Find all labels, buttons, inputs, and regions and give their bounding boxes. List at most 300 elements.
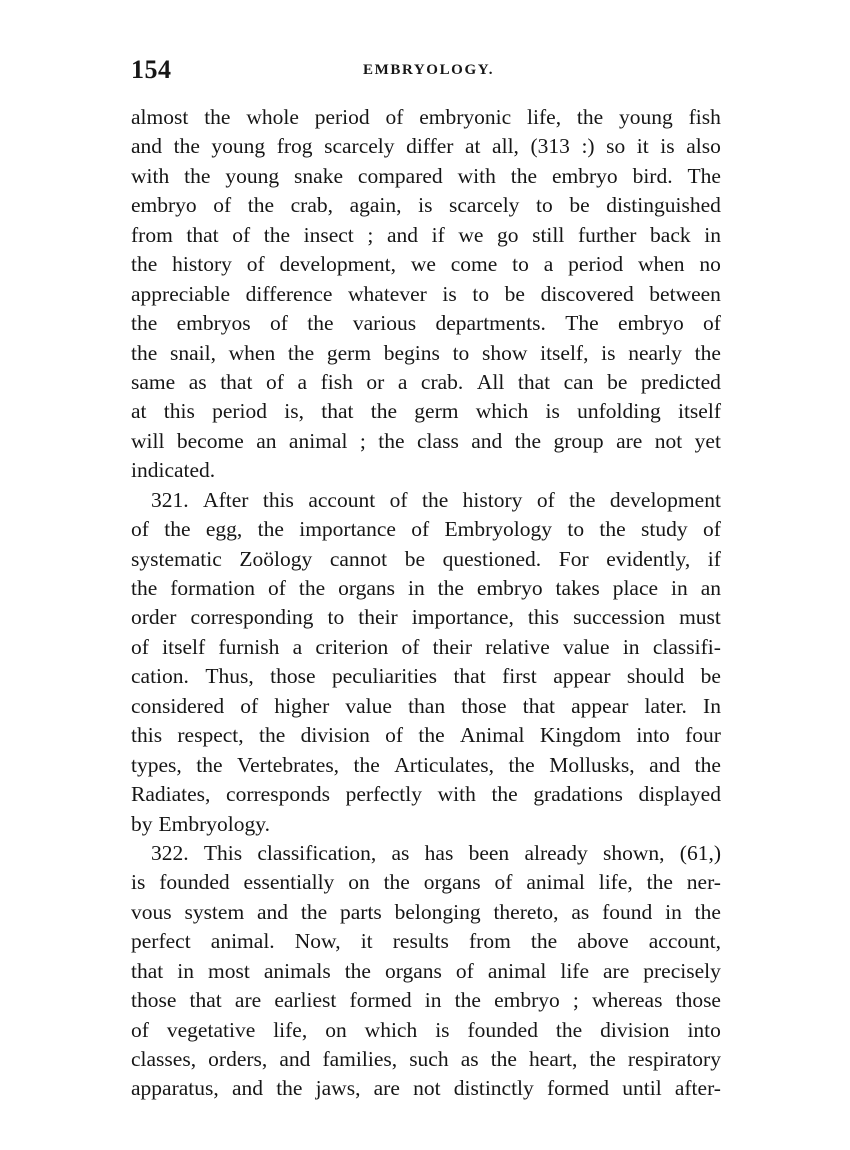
word: come xyxy=(450,252,498,277)
word: Radiates, xyxy=(131,782,211,807)
word: animals xyxy=(263,958,331,983)
text-line xyxy=(131,162,721,191)
word: egg, xyxy=(205,517,243,542)
word: bird. xyxy=(632,163,673,188)
word: perfectly xyxy=(345,782,422,807)
text-line xyxy=(131,751,721,780)
word: belonging xyxy=(394,899,481,924)
word: their xyxy=(432,634,473,659)
word: All xyxy=(476,369,505,394)
word: that xyxy=(189,988,222,1013)
word: those xyxy=(270,664,316,689)
word: vegetative xyxy=(166,1017,256,1042)
word: appreciable xyxy=(131,281,231,306)
word: compared xyxy=(357,163,443,188)
word: earliest xyxy=(274,988,337,1013)
word: ; xyxy=(359,428,366,453)
word: snake xyxy=(294,163,343,188)
word: that xyxy=(522,693,555,718)
word: germ xyxy=(326,340,372,365)
word: importance xyxy=(299,517,396,542)
word: the xyxy=(287,340,315,365)
word: of xyxy=(411,517,430,542)
word: cation. xyxy=(131,664,189,689)
word: place xyxy=(612,576,659,600)
word: of xyxy=(401,634,420,659)
word: Embryology. xyxy=(158,811,270,836)
word: this xyxy=(262,487,294,512)
word: 321. xyxy=(151,487,189,512)
word: higher xyxy=(274,693,330,718)
word: displayed xyxy=(638,782,721,807)
word: be xyxy=(504,281,525,306)
running-head xyxy=(131,55,721,87)
word: is xyxy=(418,193,433,218)
word: to xyxy=(472,281,490,306)
word: classes, xyxy=(131,1047,197,1071)
word: all, xyxy=(492,134,519,159)
word: the xyxy=(514,428,542,453)
word: in xyxy=(177,958,194,983)
word: at xyxy=(464,134,481,159)
text-line xyxy=(131,721,721,750)
word: it xyxy=(636,134,649,159)
word: classifi- xyxy=(652,634,721,659)
word: This xyxy=(203,840,243,865)
word: history xyxy=(172,252,232,277)
word: will xyxy=(131,428,165,453)
word: systematic xyxy=(131,546,222,571)
word: the xyxy=(131,252,158,277)
word: in xyxy=(665,899,682,924)
word: and xyxy=(386,222,418,247)
word: (313 xyxy=(530,134,570,159)
word: development xyxy=(609,487,721,512)
word: crab. xyxy=(420,369,464,394)
word: founded xyxy=(159,870,230,895)
word: and xyxy=(649,752,681,777)
word: snail, xyxy=(169,340,216,365)
word: difference xyxy=(245,281,333,306)
word: the xyxy=(694,899,721,924)
word: are xyxy=(373,1076,400,1101)
word: first xyxy=(502,664,537,689)
word: as xyxy=(571,899,590,924)
word: ; xyxy=(572,988,579,1013)
word: in xyxy=(671,576,688,600)
word: the xyxy=(307,311,334,336)
word: the xyxy=(383,870,410,895)
word: departments. xyxy=(435,311,546,336)
text-line xyxy=(131,898,721,927)
word: of xyxy=(703,311,721,336)
word: the xyxy=(454,988,481,1013)
text-line xyxy=(131,780,721,809)
word: organs xyxy=(338,576,396,600)
word: in xyxy=(704,222,721,247)
word: the xyxy=(131,340,158,365)
word: ; xyxy=(367,222,374,247)
word: when xyxy=(228,340,276,365)
word: respect, xyxy=(177,723,244,748)
word: in xyxy=(424,988,442,1013)
word: Mollusks, xyxy=(549,752,635,777)
word: evidently, xyxy=(606,546,691,571)
word: importance, xyxy=(411,605,514,630)
word: unfolding xyxy=(577,399,661,424)
word: most xyxy=(207,958,250,983)
word: the xyxy=(298,576,326,600)
text-line xyxy=(131,1074,721,1103)
word: can xyxy=(563,369,594,394)
word: already xyxy=(524,840,588,865)
word: no xyxy=(699,252,721,277)
word: of xyxy=(385,105,404,129)
word: the xyxy=(131,576,158,600)
word: be xyxy=(607,369,628,394)
word: Vertebrates, xyxy=(236,752,340,777)
word: Zoölogy xyxy=(239,546,313,571)
text-line xyxy=(131,662,721,691)
word: a xyxy=(397,369,408,394)
word: corresponds xyxy=(226,782,330,807)
word: the xyxy=(258,723,286,748)
text-line xyxy=(131,574,721,603)
word: yet xyxy=(694,428,721,453)
word: the xyxy=(300,899,328,924)
word: classification, xyxy=(257,840,377,865)
word: the xyxy=(196,752,223,777)
word: is xyxy=(131,870,146,895)
word: from xyxy=(469,929,511,954)
word: to xyxy=(536,193,553,218)
word: of xyxy=(131,517,149,542)
word: be xyxy=(700,664,721,689)
word: are xyxy=(603,958,630,983)
word: The xyxy=(565,311,599,336)
word: a xyxy=(543,252,554,277)
word: still xyxy=(532,222,565,247)
text-line xyxy=(131,515,721,544)
word: the xyxy=(418,723,445,748)
word: from xyxy=(131,222,173,247)
word: are xyxy=(616,428,643,453)
word: that xyxy=(517,369,551,394)
word: not xyxy=(413,1076,441,1101)
word: embryo xyxy=(476,576,543,600)
word: organs xyxy=(423,870,481,895)
word: is xyxy=(545,399,560,424)
word: is xyxy=(442,281,457,306)
text-line xyxy=(131,633,721,662)
word: back xyxy=(650,222,691,247)
text-line xyxy=(131,191,721,220)
word: is xyxy=(435,1017,450,1042)
text-line xyxy=(131,250,721,279)
word: class xyxy=(417,428,459,453)
word: not xyxy=(654,428,683,453)
text-line xyxy=(131,339,721,368)
word: of xyxy=(213,193,232,218)
word: value xyxy=(563,634,610,659)
word: a xyxy=(297,369,308,394)
word: embryonic xyxy=(419,105,512,129)
word: with xyxy=(131,163,170,188)
word: as xyxy=(188,369,207,394)
word: of xyxy=(385,723,404,748)
word: after- xyxy=(674,1076,721,1101)
word: of xyxy=(232,222,251,247)
word: has xyxy=(424,840,454,865)
word: discovered xyxy=(540,281,634,306)
word: the xyxy=(263,222,291,247)
word: peculiarities xyxy=(331,664,438,689)
word: into xyxy=(636,723,670,748)
word: corresponding xyxy=(190,605,314,630)
word: crab, xyxy=(290,193,333,218)
word: the xyxy=(569,487,596,512)
word: the xyxy=(576,105,604,129)
word: distinguished xyxy=(606,193,721,218)
word: formed xyxy=(546,1076,610,1101)
word: in xyxy=(407,576,425,600)
word: by xyxy=(131,811,153,836)
word: fish xyxy=(688,105,721,129)
word: precisely xyxy=(643,958,721,983)
word: as xyxy=(391,840,410,865)
word: be xyxy=(404,546,426,571)
word: germ xyxy=(414,399,459,424)
word: history xyxy=(462,487,523,512)
word: the xyxy=(555,1017,583,1042)
word: the xyxy=(694,340,721,365)
word: considered xyxy=(131,693,225,718)
word: group xyxy=(553,428,604,453)
word: that xyxy=(131,958,164,983)
word: so xyxy=(606,134,626,159)
word: criterion xyxy=(315,634,389,659)
word: value xyxy=(345,693,392,718)
text-line xyxy=(131,986,721,1015)
word: such xyxy=(409,1047,449,1071)
word: thereto, xyxy=(493,899,559,924)
word: show xyxy=(482,340,528,365)
word: of xyxy=(702,517,721,542)
word: period xyxy=(568,252,624,277)
word: parts xyxy=(340,899,382,924)
word: appear xyxy=(553,664,611,689)
running-title: EMBRYOLOGY. xyxy=(363,62,495,78)
word: scarcely xyxy=(324,134,395,159)
word: which xyxy=(364,1017,418,1042)
word: young xyxy=(619,105,673,129)
word: is xyxy=(660,134,675,159)
word: of xyxy=(240,693,259,718)
word: an xyxy=(256,428,277,453)
word: should xyxy=(626,664,685,689)
word: development, xyxy=(279,252,396,277)
word: almost xyxy=(131,105,189,129)
word: the xyxy=(510,163,538,188)
word: itself xyxy=(162,634,206,659)
word: with xyxy=(457,163,496,188)
word: that xyxy=(220,369,253,394)
word: also xyxy=(686,134,721,159)
word: Animal xyxy=(460,723,525,748)
word: the xyxy=(257,517,284,542)
text-line xyxy=(131,692,721,721)
word: or xyxy=(366,369,385,394)
word: (61,) xyxy=(679,840,721,865)
word: the xyxy=(131,311,158,336)
word: the xyxy=(508,752,535,777)
word: later. xyxy=(644,693,687,718)
word: this xyxy=(163,399,195,424)
word: to xyxy=(567,517,585,542)
word: that xyxy=(186,222,219,247)
word: of xyxy=(131,634,149,659)
text-line xyxy=(131,603,721,632)
word: The xyxy=(687,163,721,188)
word: distinctly xyxy=(453,1076,534,1101)
word: life, xyxy=(273,1017,308,1042)
word: the xyxy=(421,487,449,512)
word: if xyxy=(431,222,445,247)
word: of xyxy=(389,487,408,512)
word: to xyxy=(327,605,345,630)
word: fish xyxy=(320,369,353,394)
word: differ xyxy=(406,134,454,159)
word: ner- xyxy=(686,870,721,895)
text-line xyxy=(131,309,721,338)
word: appear xyxy=(571,693,629,718)
word: the xyxy=(589,1047,616,1071)
word: become xyxy=(176,428,244,453)
word: Thus, xyxy=(205,664,254,689)
word: furnish xyxy=(218,634,280,659)
word: the xyxy=(184,163,211,188)
word: when xyxy=(637,252,685,277)
word: the xyxy=(378,428,405,453)
text-line xyxy=(131,368,721,397)
word: embryo xyxy=(494,988,560,1013)
word: that xyxy=(453,664,486,689)
word: of xyxy=(455,958,474,983)
word: the xyxy=(344,958,371,983)
text-line xyxy=(131,1016,721,1045)
word: families, xyxy=(322,1047,398,1071)
word: been xyxy=(468,840,510,865)
word: founded xyxy=(467,1017,538,1042)
word: vous xyxy=(131,899,172,924)
text-line xyxy=(131,839,721,868)
word: division xyxy=(300,723,370,748)
text-line xyxy=(131,103,721,132)
word: succession xyxy=(573,605,666,630)
word: and xyxy=(279,1047,311,1071)
text-line xyxy=(131,810,721,839)
word: itself xyxy=(677,399,721,424)
word: the xyxy=(370,399,398,424)
word: period xyxy=(314,105,370,129)
word: the xyxy=(353,752,380,777)
word: takes xyxy=(555,576,600,600)
text-line xyxy=(131,427,721,456)
word: the xyxy=(491,782,518,807)
word: Articulates, xyxy=(394,752,494,777)
word: results xyxy=(392,929,449,954)
word: account, xyxy=(648,929,721,954)
word: apparatus, xyxy=(131,1076,219,1101)
word: the xyxy=(164,517,191,542)
word: those xyxy=(461,693,507,718)
text-line xyxy=(131,927,721,956)
word: as xyxy=(460,1047,479,1071)
word: to xyxy=(512,252,529,277)
word: predicted xyxy=(640,369,721,394)
body-text xyxy=(131,103,721,1104)
word: it xyxy=(360,929,373,954)
word: this xyxy=(131,723,163,748)
word: animal xyxy=(288,428,348,453)
word: their xyxy=(358,605,398,630)
word: insect xyxy=(303,222,354,247)
text-line xyxy=(131,545,721,574)
text-line xyxy=(131,456,721,485)
word: is xyxy=(601,340,616,365)
word: go xyxy=(497,222,519,247)
word: life, xyxy=(598,870,633,895)
word: and xyxy=(471,428,503,453)
text-line xyxy=(131,486,721,515)
word: gradations xyxy=(533,782,623,807)
text-line xyxy=(131,957,721,986)
word: respiratory xyxy=(627,1047,721,1071)
word: In xyxy=(703,693,721,718)
word: Kingdom xyxy=(539,723,622,748)
word: in xyxy=(622,634,640,659)
word: found xyxy=(602,899,653,924)
word: shown, xyxy=(602,840,665,865)
word: the xyxy=(599,517,626,542)
word: if xyxy=(707,546,721,571)
word: embryo xyxy=(551,163,618,188)
word: the xyxy=(437,576,464,600)
word: nearly xyxy=(628,340,682,365)
word: types, xyxy=(131,752,182,777)
word: animal xyxy=(487,958,547,983)
word: formed xyxy=(349,988,412,1013)
word: four xyxy=(685,723,721,748)
word: itself, xyxy=(540,340,589,365)
page-number: 154 xyxy=(131,55,172,84)
word: system xyxy=(184,899,245,924)
word: of xyxy=(494,870,513,895)
word: formation xyxy=(170,576,256,600)
word: the xyxy=(646,870,673,895)
word: After xyxy=(203,487,249,512)
word: between xyxy=(649,281,721,306)
word: frog xyxy=(276,134,313,159)
word: organs xyxy=(384,958,442,983)
word: of xyxy=(246,252,265,277)
word: of xyxy=(536,487,555,512)
word: Embryology xyxy=(444,517,553,542)
word: jaws, xyxy=(315,1076,361,1101)
word: the xyxy=(530,929,558,954)
word: embryo xyxy=(618,311,684,336)
word: perfect xyxy=(131,929,191,954)
